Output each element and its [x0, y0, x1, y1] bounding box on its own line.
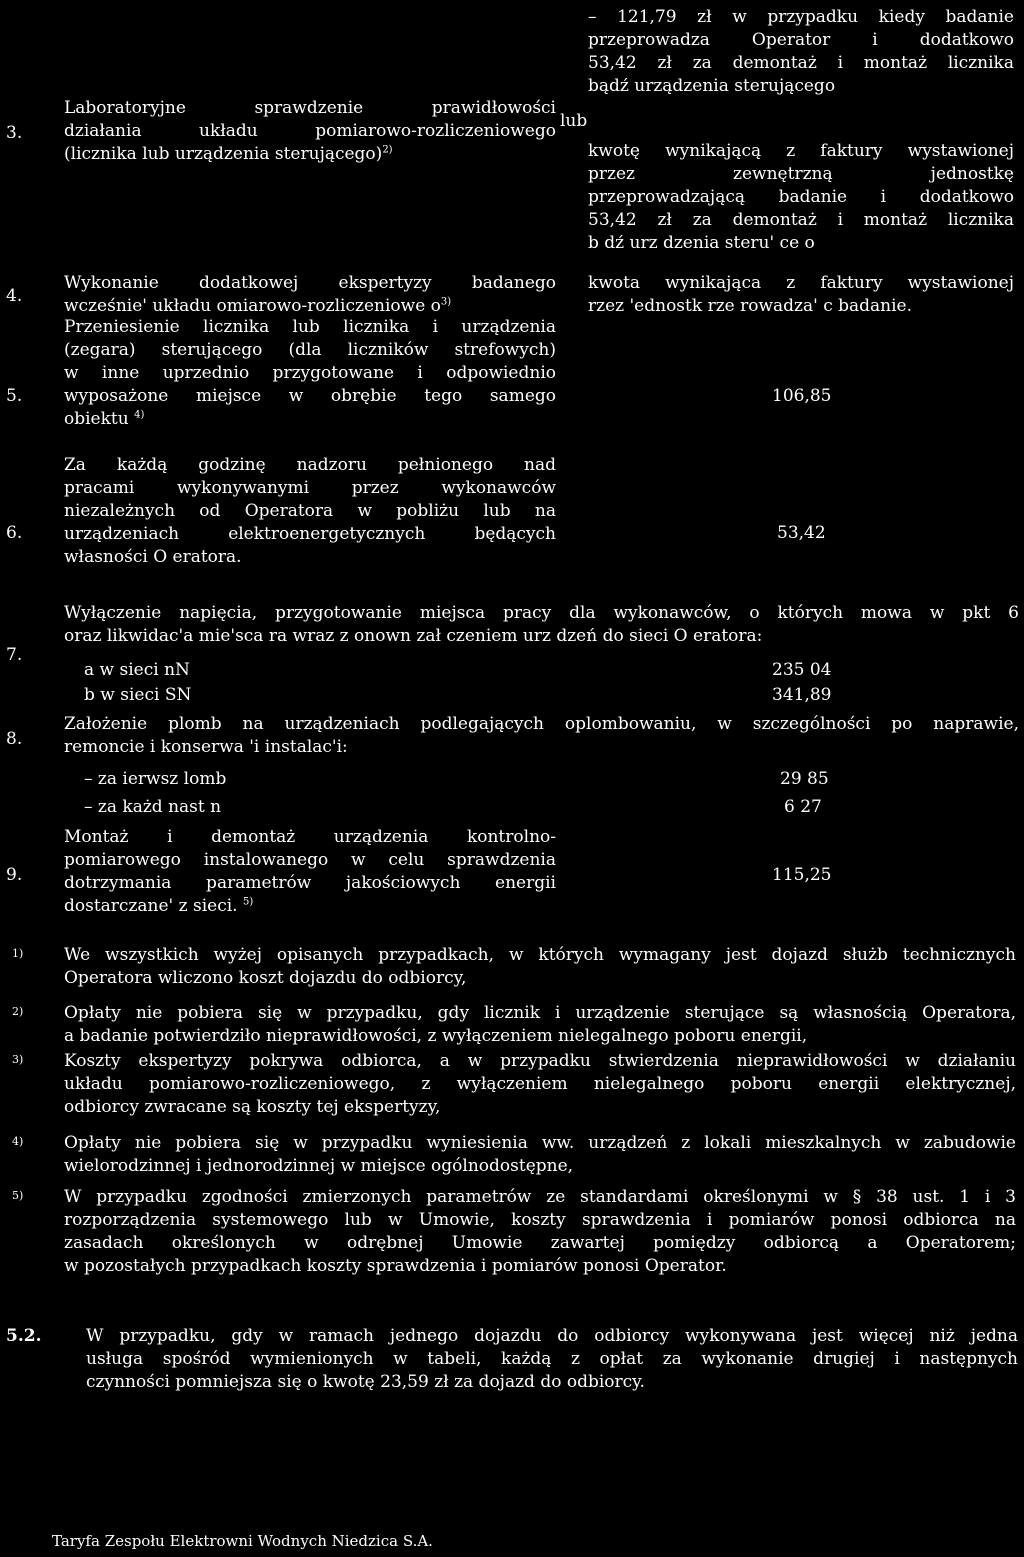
row-9-description — [64, 826, 556, 918]
row-6-desc-line: własności O eratora. — [64, 547, 242, 567]
footnote-ref: 4) — [134, 409, 145, 421]
footnote-line: rozporządzenia systemowego lub w Umowie, koszty sprawdzenia i pomiarów ponosi odbiorca na — [64, 1210, 1016, 1230]
row-7-number: 7. — [6, 645, 23, 665]
footnote-line: Operatora wliczono koszt dojazdu do odbiorcy, — [64, 968, 467, 988]
row-3-right-line: 53,42 zł za demontaż i montaż licznika — [588, 210, 1014, 230]
footnote-3-text — [64, 1050, 1016, 1119]
row-4-right-line: rzez 'ednostk rze rowadza' c badanie. — [588, 296, 913, 316]
row-6-description — [64, 454, 556, 569]
row-6-value: 53,42 — [777, 523, 826, 543]
row-4-right — [588, 272, 1014, 318]
row-3-right-line: – 121,79 zł w przypadku kiedy badanie — [588, 7, 1014, 27]
row-6-desc-line: Za każdą godzinę nadzoru pełnionego nad — [64, 455, 556, 475]
page-footer: Taryfa Zespołu Elektrowni Wodnych Niedzica S.A. — [52, 1532, 433, 1550]
row-6-desc-line: niezależnych od Operatora w pobliżu lub na — [64, 501, 556, 521]
row-4-desc-line: Wykonanie dodatkowej ekspertyzy badanego — [64, 273, 556, 293]
row-8-sub-b-value: 6 27 — [784, 797, 822, 817]
row-5-value: 106,85 — [772, 386, 832, 406]
footnote-ref: 5) — [242, 896, 254, 908]
footnote-1-text — [64, 944, 1016, 990]
row-3-number: 3. — [6, 123, 23, 143]
row-9-desc-line: pomiarowego instalowanego w celu sprawdzenia — [64, 850, 556, 870]
row-3-desc-line: (licznika lub urządzenia sterującego) — [64, 144, 383, 164]
row-7-sub-a-value: 235 04 — [772, 660, 832, 680]
row-9-number: 9. — [6, 865, 23, 885]
row-3-desc-line: Laboratoryjne sprawdzenie prawidłowości — [64, 98, 556, 118]
section-line: usługa spośród wymienionych w tabeli, każdą z opłat za wykonanie drugiej i następnych — [86, 1349, 1018, 1369]
row-9-desc-line: dostarczane' z sieci. — [64, 896, 238, 916]
row-3-desc-line: działania układu pomiarowo-rozliczeniowego — [64, 121, 556, 141]
footnote-line: a badanie potwierdziło nieprawidłowości, z wyłączeniem nielegalnego poboru energii, — [64, 1026, 808, 1046]
row-7-sub-b-label: b w sieci SN — [84, 685, 192, 705]
footnote-ref: 3) — [440, 296, 452, 308]
row-8-sub-a-label: – za ierwsz lomb — [84, 769, 227, 789]
footnote-line: wielorodzinnej i jednorodzinnej w miejsce ogólnodostępne, — [64, 1156, 574, 1176]
footnote-2-text — [64, 1002, 1016, 1048]
row-4-right-line: kwota wynikająca z faktury wystawionej — [588, 273, 1014, 293]
row-8-sub-b-label: – za każd nast n — [84, 797, 222, 817]
row-6-number: 6. — [6, 523, 23, 543]
footnote-line: zasadach określonych w odrębnej Umowie zawartej pomiędzy odbiorcą a Operatorem; — [64, 1233, 1016, 1253]
footnote-line: Koszty ekspertyzy pokrywa odbiorca, a w przypadku stwierdzenia nieprawidłowości w działaniu — [64, 1051, 1016, 1071]
footnote-4-mark: 4) — [12, 1135, 24, 1148]
section-line: czynności pomniejsza się o kwotę 23,59 zł za dojazd do odbiorcy. — [86, 1372, 645, 1392]
footnote-3-mark: 3) — [12, 1053, 24, 1066]
row-5-number: 5. — [6, 386, 23, 406]
row-3-right-line: przeprowadza Operator i dodatkowo — [588, 30, 1014, 50]
footnote-line: w pozostałych przypadkach koszty sprawdzenia i pomiarów ponosi Operator. — [64, 1256, 727, 1276]
row-8-desc-line: remoncie i konserwa 'i instalac'i: — [64, 737, 348, 757]
row-3-right-bottom — [588, 140, 1014, 255]
row-7-description — [64, 602, 1019, 648]
row-4-number: 4. — [6, 286, 23, 306]
row-3-right-line: 53,42 zł za demontaż i montaż licznika — [588, 53, 1014, 73]
footnote-5-mark: 5) — [12, 1189, 24, 1202]
footnote-line: układu pomiarowo-rozliczeniowego, z wyłączeniem nielegalnego poboru energii elektrycznej, — [64, 1074, 1016, 1094]
row-6-desc-line: urządzeniach elektroenergetycznych będących — [64, 524, 556, 544]
row-5-desc-line: (zegara) sterującego (dla liczników strefowych) — [64, 340, 556, 360]
row-3-right-line: b dź urz dzenia steru' ce o — [588, 233, 815, 253]
row-9-value: 115,25 — [772, 865, 832, 885]
footnote-2-mark: 2) — [12, 1005, 24, 1018]
footnote-line: Opłaty nie pobiera się w przypadku wyniesienia ww. urządzeń z lokali mieszkalnych w zabudowie — [64, 1133, 1016, 1153]
row-5-desc-line: Przeniesienie licznika lub licznika i urządzenia — [64, 317, 556, 337]
footnote-1-mark: 1) — [12, 947, 24, 960]
section-text — [86, 1325, 1018, 1394]
row-8-description — [64, 713, 1019, 759]
row-9-desc-line: Montaż i demontaż urządzenia kontrolno- — [64, 827, 556, 847]
section-number: 5.2. — [6, 1326, 42, 1346]
row-4-description — [64, 272, 556, 318]
row-3-right-line: kwotę wynikającą z faktury wystawionej — [588, 141, 1014, 161]
row-3-right-line: bądź urządzenia sterującego — [588, 76, 836, 96]
row-6-desc-line: pracami wykonywanymi przez wykonawców — [64, 478, 556, 498]
footnote-5-text — [64, 1186, 1016, 1278]
row-9-desc-line: dotrzymania parametrów jakościowych energii — [64, 873, 556, 893]
row-7-sub-a-label: a w sieci nN — [84, 660, 190, 680]
footnote-line: We wszystkich wyżej opisanych przypadkach, w których wymagany jest dojazd służb technicznych — [64, 945, 1016, 965]
row-8-sub-a-value: 29 85 — [780, 769, 829, 789]
footnote-line: W przypadku zgodności zmierzonych parametrów ze standardami określonymi w § 38 ust. 1 i 3 — [64, 1187, 1016, 1207]
row-3-right-line: przez zewnętrzną jednostkę — [588, 164, 1014, 184]
row-7-sub-b-value: 341,89 — [772, 685, 832, 705]
row-5-desc-line: w inne uprzednio przygotowane i odpowiednio — [64, 363, 556, 383]
row-5-desc-line: obiektu — [64, 409, 129, 429]
section-line: W przypadku, gdy w ramach jednego dojazdu do odbiorcy wykonywana jest więcej niż jedna — [86, 1326, 1018, 1346]
row-3-right-top — [588, 6, 1014, 98]
row-8-desc-line: Założenie plomb na urządzeniach podlegających oplombowaniu, w szczególności po naprawie, — [64, 714, 1019, 734]
row-3-description — [64, 97, 556, 166]
row-5-desc-line: wyposażone miejsce w obrębie tego samego — [64, 386, 556, 406]
row-3-right-line: przeprowadzającą badanie i dodatkowo — [588, 187, 1014, 207]
row-5-description — [64, 316, 556, 431]
footnote-4-text — [64, 1132, 1016, 1178]
row-7-desc-line: Wyłączenie napięcia, przygotowanie miejsca pracy dla wykonawców, o których mowa w pkt 6 — [64, 603, 1019, 623]
footnote-line: Opłaty nie pobiera się w przypadku, gdy licznik i urządzenie sterujące są własnością Operatora, — [64, 1003, 1016, 1023]
footnote-ref: 2) — [382, 144, 393, 156]
row-7-desc-line: oraz likwidac'a mie'sca ra wraz z onown zał czeniem urz dzeń do sieci O eratora: — [64, 626, 763, 646]
row-4-desc-line: wcześnie' układu omiarowo-rozliczeniowe o — [64, 296, 441, 316]
row-8-number: 8. — [6, 729, 23, 749]
row-3-or-text: lub — [560, 111, 588, 131]
footnote-line: odbiorcy zwracane są koszty tej ekspertyzy, — [64, 1097, 441, 1117]
